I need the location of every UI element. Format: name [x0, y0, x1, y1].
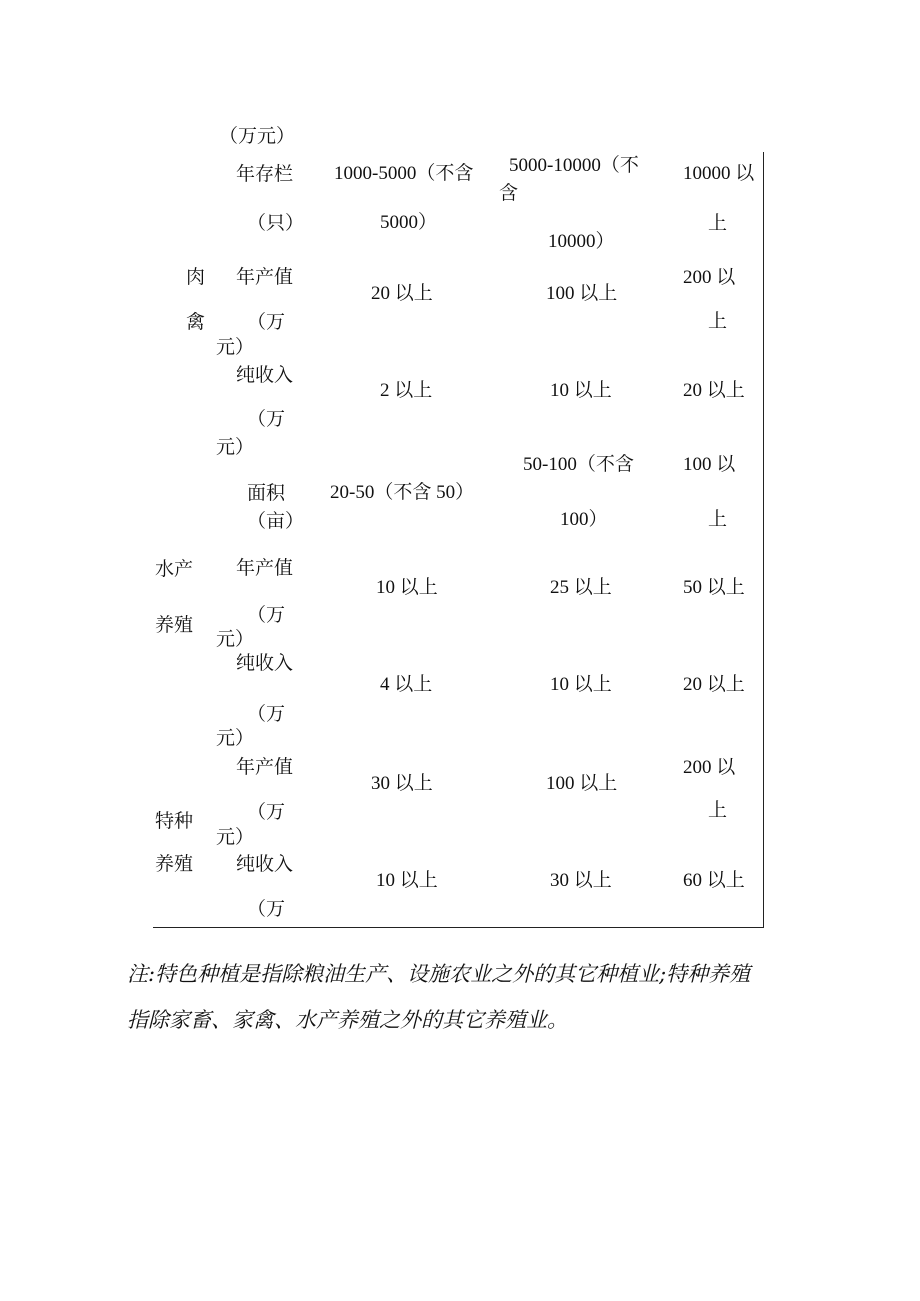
row3-v1: 20-50（不含 50） [330, 482, 475, 503]
category-aquaculture-1: 水产 [155, 558, 194, 580]
metric-output-special-unit: （万 [247, 801, 286, 823]
row0-v3-line2: 上 [708, 213, 728, 234]
row7-v3: 60 以上 [683, 870, 745, 891]
row7-v1: 10 以上 [376, 870, 438, 891]
row3-v3-line2: 上 [708, 509, 728, 530]
row3-v2-line2: 100） [560, 509, 608, 530]
table-right-border [763, 152, 764, 928]
row7-v2: 30 以上 [550, 870, 612, 891]
row0-v3-line1: 10000 以 [683, 163, 755, 184]
row1-v3-line1: 200 以 [683, 267, 736, 288]
row2-v1: 2 以上 [380, 380, 433, 401]
metric-output-label: 年产值 [236, 266, 294, 288]
row1-v1: 20 以上 [371, 283, 433, 304]
row5-v1: 4 以上 [380, 674, 433, 695]
row6-v1: 30 以上 [371, 773, 433, 794]
category-meat-poultry-1: 肉 [186, 266, 206, 288]
metric-area-unit: （亩） [247, 510, 305, 532]
category-special-1: 特种 [155, 810, 194, 832]
row0-v2-line1: 5000-10000（不 [509, 155, 639, 176]
row2-v2: 10 以上 [550, 380, 612, 401]
row6-v3-line1: 200 以 [683, 757, 736, 778]
metric-income-special-label: 纯收入 [236, 853, 294, 875]
metric-stock-unit: （只） [247, 212, 305, 234]
row1-v3-line2: 上 [708, 311, 728, 332]
note-line1: 注:特色种植是指除粮油生产、设施农业之外的其它种植业;特种养殖 [127, 962, 751, 986]
note-line2: 指除家畜、家禽、水产养殖之外的其它养殖业。 [127, 1008, 568, 1032]
metric-income-special-unit: （万 [247, 898, 286, 920]
metric-income-aqua-label: 纯收入 [236, 652, 294, 674]
metric-income-unit: （万 [247, 408, 286, 430]
row6-v3-line2: 上 [708, 800, 728, 821]
row0-v2-line3: 10000） [548, 231, 615, 252]
metric-output-aqua-unit-2: 元） [216, 628, 255, 650]
category-aquaculture-2: 养殖 [155, 614, 194, 636]
metric-output-unit-2: 元） [216, 336, 255, 358]
row5-v3: 20 以上 [683, 674, 745, 695]
unit-label: （万元） [219, 125, 296, 147]
row2-v3: 20 以上 [683, 380, 745, 401]
row4-v2: 25 以上 [550, 577, 612, 598]
table-bottom-border [153, 927, 764, 928]
category-special-2: 养殖 [155, 853, 194, 875]
row0-v1-line1: 1000-5000（不含 [334, 163, 474, 184]
metric-output-special-label: 年产值 [236, 756, 294, 778]
row3-v2-line1: 50-100（不含 [523, 454, 634, 475]
row3-v3-line1: 100 以 [683, 454, 736, 475]
metric-area-label: 面积 [247, 482, 286, 504]
row0-v1-line2: 5000） [380, 212, 438, 233]
metric-output-aqua-label: 年产值 [236, 557, 294, 579]
metric-output-aqua-unit: （万 [247, 604, 286, 626]
row4-v1: 10 以上 [376, 577, 438, 598]
category-meat-poultry-2: 禽 [186, 311, 206, 333]
metric-income-aqua-unit-2: 元） [216, 727, 255, 749]
row0-v2-line2: 含 [499, 183, 519, 204]
row1-v2: 100 以上 [546, 283, 618, 304]
row4-v3: 50 以上 [683, 577, 745, 598]
metric-income-label: 纯收入 [236, 364, 294, 386]
row5-v2: 10 以上 [550, 674, 612, 695]
row6-v2: 100 以上 [546, 773, 618, 794]
metric-output-special-unit-2: 元） [216, 826, 255, 848]
metric-output-unit: （万 [247, 311, 286, 333]
metric-stock-label: 年存栏 [236, 163, 294, 185]
metric-income-aqua-unit: （万 [247, 703, 286, 725]
metric-income-unit-2: 元） [216, 436, 255, 458]
